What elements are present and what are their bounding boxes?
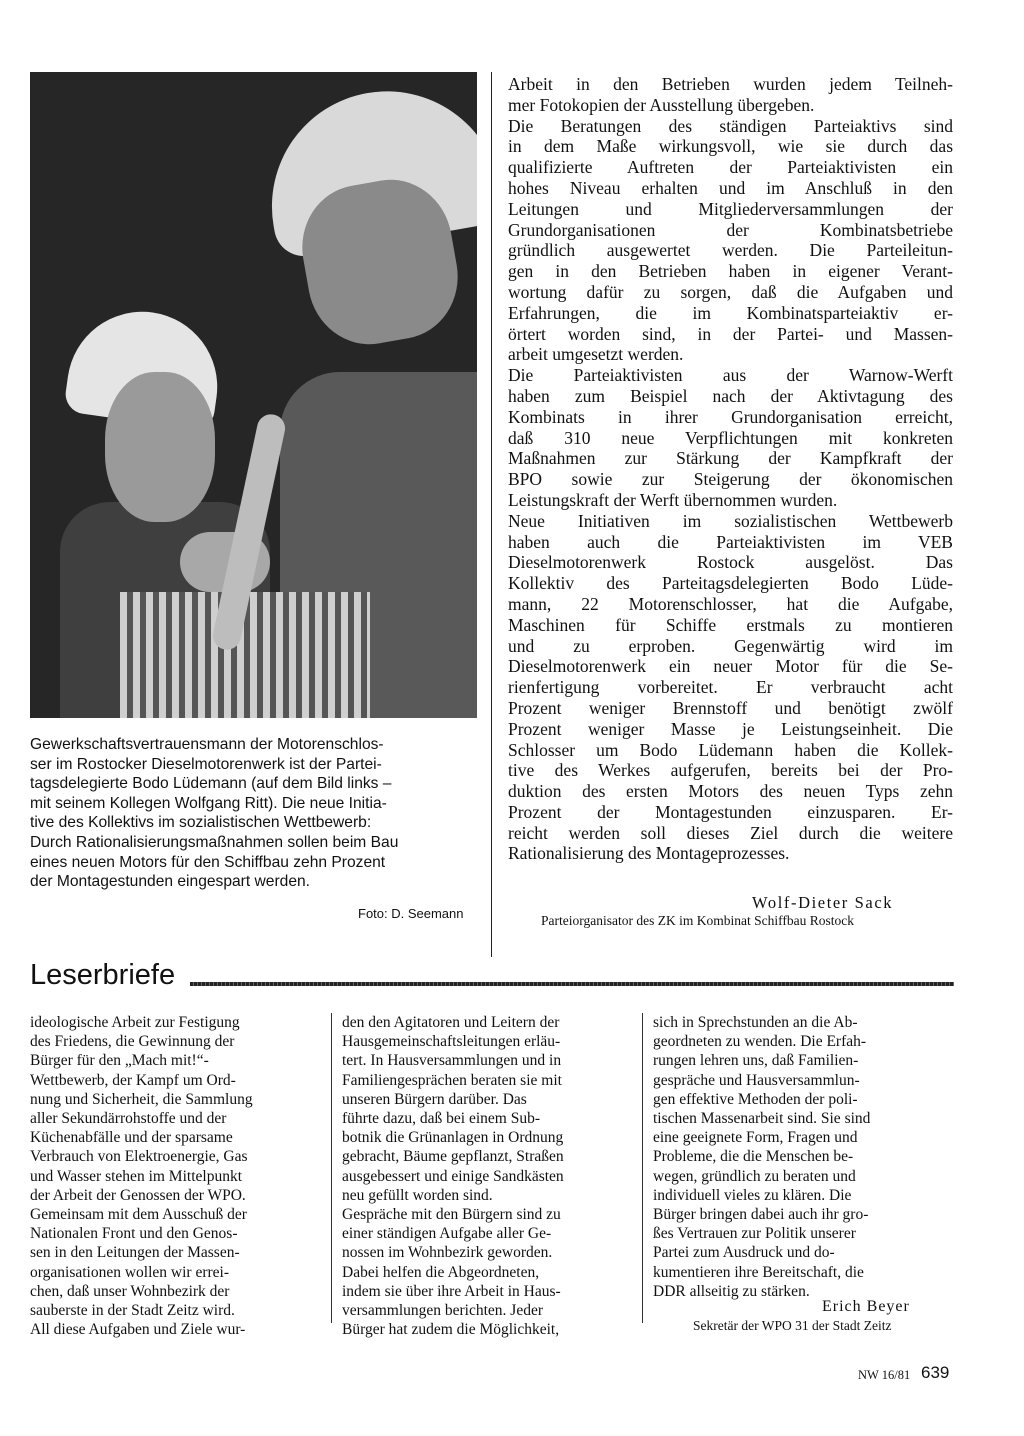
- letter-line: den den Agitatoren und Leitern der: [342, 1014, 560, 1031]
- letter-line: und Wasser stehen im Mittelpunkt: [30, 1167, 242, 1185]
- letter-line: nung und Sicherheit, die Sammlung: [30, 1090, 253, 1108]
- caption-line: Gewerkschaftsvertrauensmann der Motorenschlos-: [30, 736, 384, 753]
- letter-line: Partei zum Ausdruck und do-: [653, 1244, 835, 1262]
- letter-line: DDR allseitig zu stärken.: [653, 1282, 810, 1300]
- article-line: gründlich ausgewertet werden. Die Parteileitun-: [508, 240, 953, 261]
- letter-line: botnik die Grünanlagen in Ordnung: [342, 1129, 564, 1147]
- article-line: haben auch die Parteiaktivisten im VEB: [508, 531, 953, 552]
- letter-line: eine geeignete Form, Fragen und: [653, 1129, 858, 1147]
- letter-line: Verbrauch von Elektroenergie, Gas: [30, 1148, 248, 1166]
- letter-line: Dabei helfen die Abgeordneten,: [342, 1263, 540, 1281]
- section-rule: [190, 982, 954, 986]
- article-line: Leistungskraft der Werft übernommen wurden.: [508, 489, 838, 510]
- letter-line: versammlungen berichten. Jeder: [342, 1302, 543, 1320]
- column-divider: [491, 72, 492, 957]
- photo-credit: Foto: D. Seemann: [358, 906, 464, 921]
- letter-line: Nationalen Front und den Genos-: [30, 1225, 238, 1243]
- issue-label: NW 16/81: [858, 1368, 911, 1382]
- article-line: Erfahrungen, die im Kombinatsparteiaktiv er-: [508, 302, 953, 323]
- letter-line: rungen lehren uns, daß Familien-: [653, 1052, 859, 1070]
- article-line: Arbeit in den Betrieben wurden jedem Teilneh-: [508, 74, 953, 94]
- article-line: reicht werden soll dieses Ziel durch die weitere: [508, 822, 953, 843]
- article-line: Kombinats in ihrer Grundorganisation erreicht,: [508, 406, 953, 427]
- article-line: Rationalisierung des Montageprozesses.: [508, 843, 790, 864]
- letter-line: der Arbeit der Genossen der WPO.: [30, 1186, 246, 1204]
- letter-line: Bürger für den „Mach mit!“-: [30, 1052, 209, 1070]
- article-author-role: Parteiorganisator des ZK im Kombinat Schiffbau Rostock: [541, 913, 854, 928]
- letter-line: einer ständigen Aufgabe aller Ge-: [342, 1225, 552, 1243]
- photo-caption: [30, 735, 480, 892]
- caption-line: eines neuen Motors für den Schiffbau zehn Prozent: [30, 853, 386, 871]
- article-line: Dieselmotorenwerk ein neuer Motor für die Se-: [508, 656, 953, 677]
- letter-line: All diese Aufgaben und Ziele wur-: [30, 1321, 246, 1339]
- article-line: BPO sowie zur Steigerung der ökonomischen: [508, 469, 953, 490]
- article-text: [508, 74, 953, 864]
- letter-line: gebracht, Bäume gepflanzt, Straßen: [342, 1148, 564, 1166]
- article-line: Dieselmotorenwerk Rostock ausgelöst. Das: [508, 552, 953, 573]
- article-author: Wolf-Dieter Sack: [752, 893, 894, 912]
- article-line: qualifizierte Auftreten der Parteiaktivisten ein: [508, 157, 953, 178]
- article-line: Leitungen und Mitgliederversammlungen der: [508, 198, 953, 219]
- letter-line: sich in Sprechstunden an die Ab-: [653, 1014, 858, 1031]
- letter-line: organisationen wollen wir errei-: [30, 1263, 229, 1281]
- article-line: Die Beratungen des ständigen Parteiaktivs sind: [508, 115, 953, 136]
- letter-line: tert. In Hausversammlungen und in: [342, 1052, 562, 1070]
- article-line: Maßnahmen zur Stärkung der Kampfkraft der: [508, 448, 953, 469]
- news-photo: [30, 72, 477, 718]
- letter-line: gen effektive Methoden der poli-: [653, 1090, 858, 1108]
- article-line: Grundorganisationen der Kombinatsbetriebe: [508, 219, 953, 240]
- letter-line: des Friedens, die Gewinnung der: [30, 1033, 235, 1051]
- article-line: tive des Werkes aufgerufen, bereits bei der Pro-: [508, 760, 953, 781]
- letters-column-2: [342, 1013, 632, 1339]
- letter-line: individuell vieles zu klären. Die: [653, 1186, 852, 1204]
- letter-line: ausgebessert und einige Sandkästen: [342, 1167, 564, 1185]
- letter-line: gespräche und Hausversammlun-: [653, 1071, 860, 1089]
- column-divider: [642, 1013, 643, 1323]
- letter-line: kumentieren ihre Bereitschaft, die: [653, 1263, 864, 1281]
- article-line: Maschinen für Schiffe erstmals zu montieren: [508, 614, 953, 635]
- article-line: duktion des ersten Motors des neuen Typs zehn: [508, 781, 953, 802]
- letter-line: wegen, gründlich zu beraten und: [653, 1167, 856, 1185]
- letter-line: aller Sekundärrohstoffe und der: [30, 1110, 227, 1128]
- article-line: arbeit umgesetzt werden.: [508, 344, 684, 365]
- letters-column-3: [653, 1013, 943, 1301]
- article-line: mann, 22 Motorenschlosser, hat die Aufgabe,: [508, 593, 953, 614]
- letter-line: ideologische Arbeit zur Festigung: [30, 1014, 240, 1031]
- caption-line: Durch Rationalisierungsmaßnahmen sollen beim Bau: [30, 833, 399, 851]
- caption-line: tagsdelegierte Bodo Lüdemann (auf dem Bild links –: [30, 775, 392, 793]
- article-line: Prozent weniger Masse je Leistungseinheit. Die: [508, 718, 953, 739]
- article-line: Die Parteiaktivisten aus der Warnow-Werft: [508, 365, 953, 386]
- letter-line: indem sie über ihre Arbeit in Haus-: [342, 1282, 561, 1300]
- caption-line: der Montagestunden eingespart werden.: [30, 873, 311, 891]
- letter-line: sauberste in der Stadt Zeitz wird.: [30, 1302, 235, 1320]
- article-line: gen in den Betrieben haben in eigener Verant-: [508, 261, 953, 282]
- letter-signer-role: Sekretär der WPO 31 der Stadt Zeitz: [693, 1318, 892, 1333]
- letter-line: ßes Vertrauen zur Politik unserer: [653, 1225, 856, 1243]
- letter-line: geordneten zu wenden. Die Erfah-: [653, 1033, 867, 1051]
- letter-line: Gespräche mit den Bürgern sind zu: [342, 1206, 561, 1224]
- letters-column-1: [30, 1013, 320, 1339]
- letter-line: Küchenabfälle und der sparsame: [30, 1129, 233, 1147]
- letter-line: tischen Massenarbeit sind. Sie sind: [653, 1110, 871, 1128]
- letter-line: Hausgemeinschaftsleitungen erläu-: [342, 1033, 561, 1051]
- letter-line: nossen im Wohnbezirk geworden.: [342, 1244, 553, 1262]
- article-line: Neue Initiativen im sozialistischen Wettbewerb: [508, 510, 953, 531]
- letter-signer: Erich Beyer: [822, 1298, 910, 1315]
- letter-line: Gemeinsam mit dem Ausschuß der: [30, 1206, 247, 1224]
- article-line: haben zum Beispiel nach der Aktivtagung des: [508, 385, 953, 406]
- article-line: Schlosser um Bodo Lüdemann haben die Kollek-: [508, 739, 953, 760]
- article-line: örtert worden sind, in der Partei- und Massen-: [508, 323, 953, 344]
- letter-line: unseren Bürgern darüber. Das: [342, 1090, 527, 1108]
- letter-line: Bürger hat zudem die Möglichkeit,: [342, 1321, 560, 1339]
- article-line: mer Fotokopien der Ausstellung übergeben.: [508, 94, 815, 115]
- article-line: hohes Niveau erhalten und im Anschluß in den: [508, 177, 953, 198]
- letter-line: Familiengesprächen beraten sie mit: [342, 1071, 562, 1089]
- article-line: daß 310 neue Verpflichtungen mit konkreten: [508, 427, 953, 448]
- article-line: und zu erproben. Gegenwärtig wird im: [508, 635, 953, 656]
- column-divider: [331, 1013, 332, 1323]
- letter-line: Probleme, die die Menschen be-: [653, 1148, 854, 1166]
- page-number: 639: [921, 1363, 950, 1382]
- article-line: Kollektiv des Parteitagsdelegierten Bodo Lüde-: [508, 573, 953, 594]
- caption-line: ser im Rostocker Dieselmotorenwerk ist der Partei-: [30, 755, 382, 773]
- photo-face-left: [105, 372, 215, 522]
- article-line: rienfertigung vorbereitet. Er verbraucht acht: [508, 677, 953, 698]
- letter-line: Bürger bringen dabei auch ihr gro-: [653, 1206, 869, 1224]
- article-line: Prozent weniger Brennstoff und benötigt zwölf: [508, 697, 953, 718]
- caption-line: tive des Kollektivs im sozialistischen Wettbewerb:: [30, 814, 372, 832]
- letter-line: neu gefüllt worden sind.: [342, 1186, 493, 1204]
- letter-line: chen, daß unser Wohnbezirk der: [30, 1282, 230, 1300]
- section-title: Leserbriefe: [30, 959, 176, 991]
- article-line: in dem Maße wirkungsvoll, wie sie durch das: [508, 136, 953, 157]
- letter-line: führte dazu, daß bei einem Sub-: [342, 1110, 540, 1128]
- caption-line: mit seinem Kollegen Wolfgang Ritt). Die neue Initia-: [30, 794, 387, 812]
- letter-line: sen in den Leitungen der Massen-: [30, 1244, 240, 1262]
- letter-line: Wettbewerb, der Kampf um Ord-: [30, 1071, 236, 1089]
- article-line: Prozent der Montagestunden einzusparen. Er-: [508, 801, 953, 822]
- article-line: wortung dafür zu sorgen, daß die Aufgaben und: [508, 281, 953, 302]
